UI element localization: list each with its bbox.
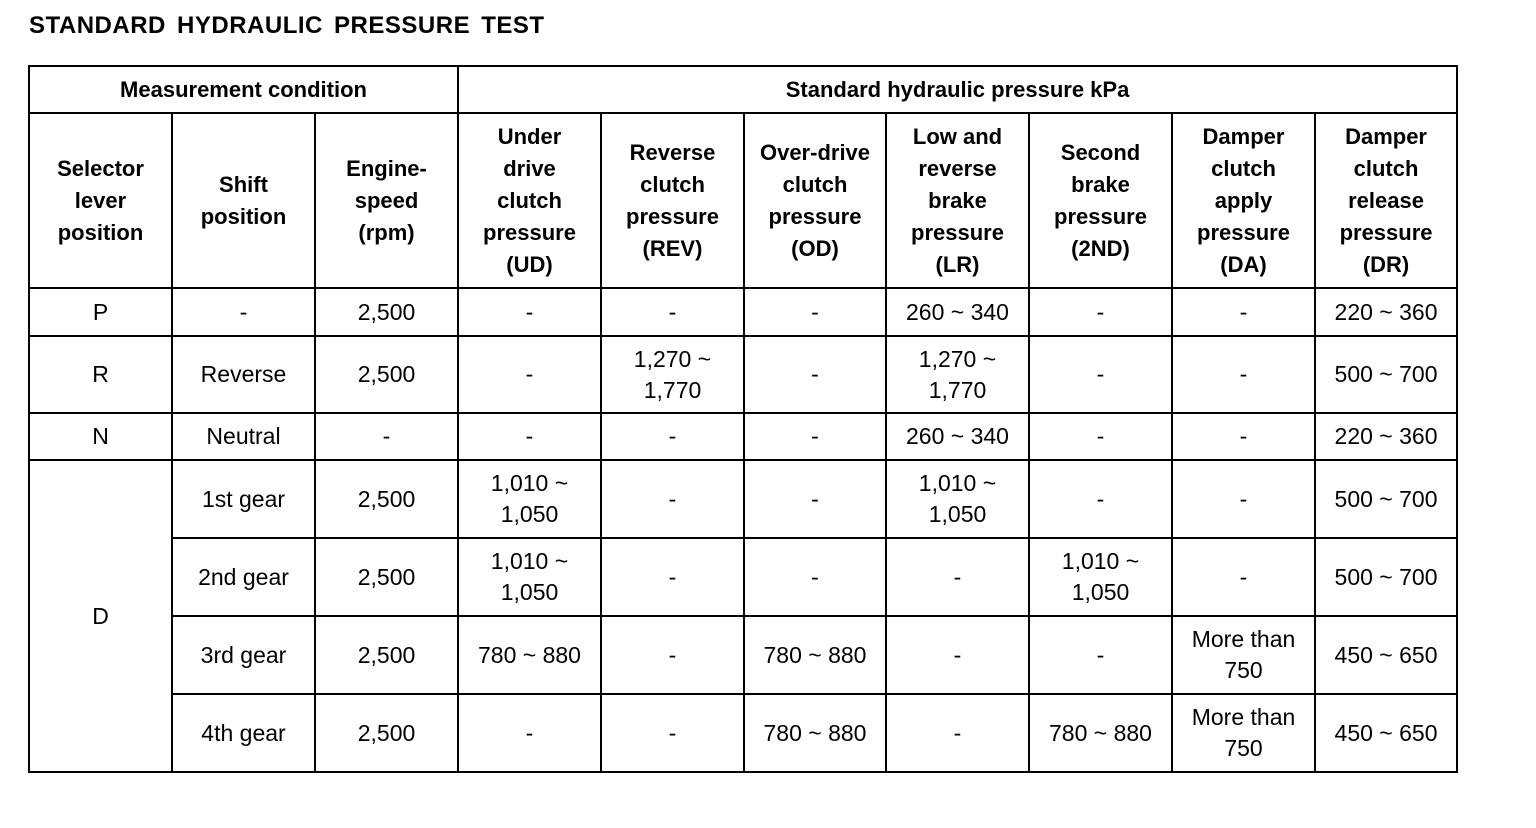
dr-cell: 500 ~ 700 (1315, 460, 1457, 538)
second-cell: - (1029, 336, 1172, 413)
dr-cell: 500 ~ 700 (1315, 538, 1457, 616)
ud-cell: - (458, 288, 601, 336)
table-row (29, 538, 1457, 616)
da-cell: More than 750 (1172, 694, 1315, 772)
column-header-row (29, 113, 1457, 288)
selector-cell: P (29, 288, 172, 336)
second-cell: 780 ~ 880 (1029, 694, 1172, 772)
shift-cell: - (172, 288, 315, 336)
rev-cell: - (601, 413, 744, 460)
column-header-second: Second brake pressure (2ND) (1029, 113, 1172, 288)
second-cell: - (1029, 460, 1172, 538)
column-header-engine-speed: Engine-speed (rpm) (315, 113, 458, 288)
rev-cell: - (601, 616, 744, 694)
column-header-shift: Shift position (172, 113, 315, 288)
column-header-selector: Selector lever position (29, 113, 172, 288)
table-row (29, 460, 1457, 538)
column-header-da: Damper clutch apply pressure (DA) (1172, 113, 1315, 288)
rev-cell: 1,270 ~ 1,770 (601, 336, 744, 413)
da-cell: - (1172, 538, 1315, 616)
table-row (29, 336, 1457, 413)
od-cell: - (744, 336, 886, 413)
shift-cell: 1st gear (172, 460, 315, 538)
dr-cell: 500 ~ 700 (1315, 336, 1457, 413)
dr-cell: 450 ~ 650 (1315, 616, 1457, 694)
ud-cell: - (458, 413, 601, 460)
column-header-lr: Low and reverse brake pressure (LR) (886, 113, 1029, 288)
od-cell: - (744, 288, 886, 336)
lr-cell: - (886, 694, 1029, 772)
rpm-cell: - (315, 413, 458, 460)
selector-cell: N (29, 413, 172, 460)
ud-cell: 1,010 ~ 1,050 (458, 460, 601, 538)
column-header-ud: Under drive clutch pressure (UD) (458, 113, 601, 288)
second-cell: - (1029, 413, 1172, 460)
shift-cell: 4th gear (172, 694, 315, 772)
table-row (29, 413, 1457, 460)
standard-pressure-header: Standard hydraulic pressure kPa (458, 66, 1457, 113)
lr-cell: 1,010 ~ 1,050 (886, 460, 1029, 538)
measurement-condition-header: Measurement condition (29, 66, 458, 113)
rev-cell: - (601, 288, 744, 336)
ud-cell: 1,010 ~ 1,050 (458, 538, 601, 616)
od-cell: - (744, 413, 886, 460)
second-cell: 1,010 ~ 1,050 (1029, 538, 1172, 616)
da-cell: - (1172, 336, 1315, 413)
lr-cell: 1,270 ~ 1,770 (886, 336, 1029, 413)
od-cell: - (744, 538, 886, 616)
table-row (29, 288, 1457, 336)
shift-cell: Neutral (172, 413, 315, 460)
ud-cell: - (458, 336, 601, 413)
dr-cell: 220 ~ 360 (1315, 413, 1457, 460)
table-row (29, 616, 1457, 694)
shift-cell: 2nd gear (172, 538, 315, 616)
group-header-row (29, 66, 1457, 113)
selector-cell: R (29, 336, 172, 413)
column-header-dr: Damper clutch release pressure (DR) (1315, 113, 1457, 288)
da-cell: - (1172, 413, 1315, 460)
od-cell: 780 ~ 880 (744, 694, 886, 772)
dr-cell: 450 ~ 650 (1315, 694, 1457, 772)
column-header-rev: Reverse clutch pressure (REV) (601, 113, 744, 288)
da-cell: - (1172, 288, 1315, 336)
table-row (29, 694, 1457, 772)
document-title: STANDARD HYDRAULIC PRESSURE TEST (29, 12, 545, 39)
rpm-cell: 2,500 (315, 336, 458, 413)
lr-cell: - (886, 616, 1029, 694)
od-cell: - (744, 460, 886, 538)
da-cell: More than 750 (1172, 616, 1315, 694)
second-cell: - (1029, 288, 1172, 336)
column-header-od: Over-drive clutch pressure (OD) (744, 113, 886, 288)
shift-cell: 3rd gear (172, 616, 315, 694)
second-cell: - (1029, 616, 1172, 694)
ud-cell: - (458, 694, 601, 772)
rev-cell: - (601, 538, 744, 616)
dr-cell: 220 ~ 360 (1315, 288, 1457, 336)
lr-cell: 260 ~ 340 (886, 288, 1029, 336)
hydraulic-pressure-table (28, 65, 1458, 773)
rpm-cell: 2,500 (315, 616, 458, 694)
lr-cell: - (886, 538, 1029, 616)
od-cell: 780 ~ 880 (744, 616, 886, 694)
rev-cell: - (601, 694, 744, 772)
selector-cell-d: D (29, 460, 172, 772)
rpm-cell: 2,500 (315, 694, 458, 772)
rev-cell: - (601, 460, 744, 538)
rpm-cell: 2,500 (315, 288, 458, 336)
da-cell: - (1172, 460, 1315, 538)
rpm-cell: 2,500 (315, 538, 458, 616)
lr-cell: 260 ~ 340 (886, 413, 1029, 460)
rpm-cell: 2,500 (315, 460, 458, 538)
shift-cell: Reverse (172, 336, 315, 413)
ud-cell: 780 ~ 880 (458, 616, 601, 694)
